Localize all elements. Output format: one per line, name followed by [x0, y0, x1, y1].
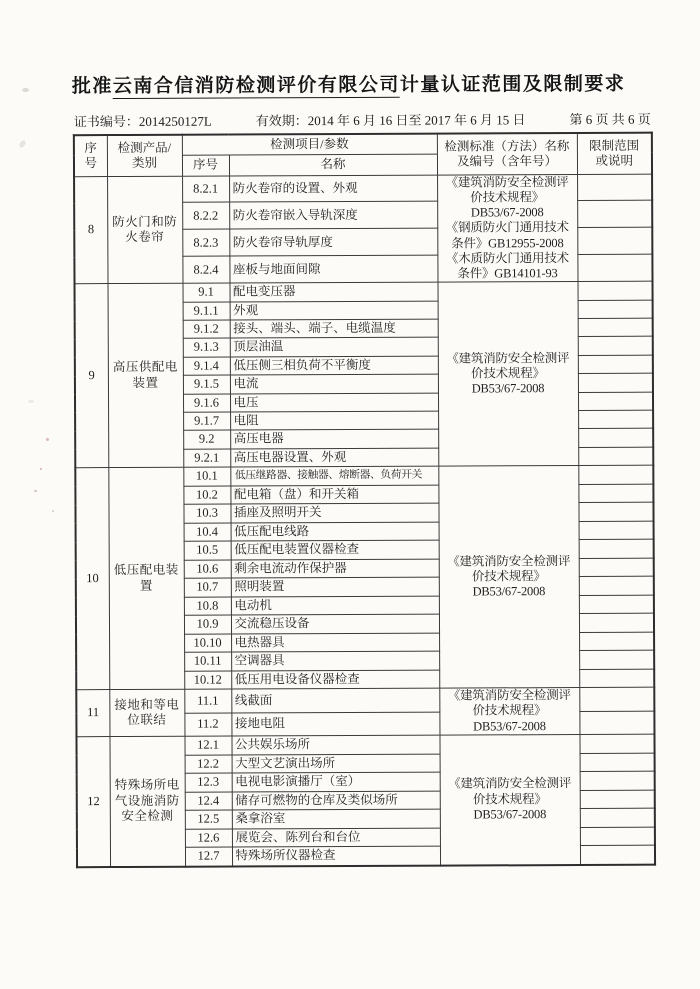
item-name: 照明装置 [231, 577, 439, 596]
limit-cell [578, 410, 653, 429]
item-name: 交流稳压设备 [231, 614, 439, 633]
section-seq: 12 [76, 736, 110, 866]
table-row [76, 734, 654, 755]
item-no: 10.7 [184, 578, 231, 597]
doc-title-suffix: 计量认证范围及限制要求 [399, 73, 626, 96]
table-row [74, 174, 652, 203]
section-standard: 《建筑消防安全检测评 价技术规程》 DB53/67-2008 [439, 688, 579, 735]
section-standard: 《建筑消防安全检测评 价技术规程》 DB53/67-2008 [438, 466, 579, 689]
item-no: 9.1.3 [183, 338, 230, 357]
limit-cell [578, 392, 653, 411]
item-no: 12.4 [185, 792, 232, 811]
limit-cell [579, 687, 654, 711]
limit-cell [579, 711, 654, 735]
certification-table [73, 132, 656, 868]
item-no: 12.5 [185, 810, 232, 829]
section-seq: 9 [75, 284, 109, 468]
item-name: 配电变压器 [230, 282, 438, 301]
item-name: 高压电器设置、外观 [230, 448, 438, 467]
section-category: 接地和等电 位联结 [109, 689, 184, 736]
item-no: 10.3 [183, 504, 230, 523]
limit-cell [578, 300, 653, 319]
limit-cell [578, 318, 653, 337]
section-seq: 8 [74, 176, 107, 284]
limit-cell [578, 373, 653, 392]
item-name: 剩余电流动作保护器 [231, 559, 439, 578]
item-no: 9.2.1 [183, 449, 230, 468]
item-no: 9.2 [183, 430, 230, 449]
limit-cell [580, 771, 655, 790]
table-header [74, 133, 652, 177]
item-no: 8.2.2 [182, 202, 229, 229]
item-no: 9.1.4 [183, 357, 230, 376]
item-name: 接地电阻 [231, 712, 439, 736]
limit-cell [577, 174, 652, 201]
limit-cell [579, 650, 654, 669]
section-category: 特殊场所电 气设施消防 安全检测 [109, 736, 185, 866]
item-name: 接头、端头、端子、电缆温度 [230, 319, 438, 338]
header-seq: 序 号 [74, 135, 107, 176]
item-no: 10.12 [184, 671, 231, 690]
item-name: 顶层油温 [230, 338, 438, 357]
item-name: 座板与地面间隙 [229, 255, 437, 283]
item-name: 特殊场所仪器检查 [232, 847, 440, 867]
item-name: 低压配电装置仪器检查 [231, 540, 439, 559]
header-item-seq: 序号 [182, 155, 229, 176]
item-name: 电压 [230, 393, 438, 412]
item-name: 低压继路器、接触器、熔断器、负荷开关 [230, 466, 438, 485]
item-no: 10.6 [184, 560, 231, 579]
item-no: 9.1.1 [183, 302, 230, 321]
item-name: 插座及照明开关 [230, 503, 438, 522]
item-name: 线截面 [231, 688, 439, 712]
limit-cell [580, 808, 655, 827]
item-no: 8.2.3 [182, 229, 229, 256]
item-no: 9.1.7 [183, 412, 230, 431]
doc-meta-line [74, 109, 651, 131]
item-name: 低压侧三相负荷不平衡度 [230, 356, 438, 375]
limit-cell [578, 355, 653, 374]
item-no: 9.1 [183, 283, 230, 302]
limit-cell [579, 539, 654, 558]
table-row [75, 465, 653, 486]
item-no: 9.1.2 [183, 320, 230, 339]
section-seq: 10 [75, 468, 109, 690]
section-seq: 11 [76, 690, 109, 737]
item-no: 9.1.5 [183, 375, 230, 394]
item-no: 12.3 [185, 773, 232, 792]
item-name: 高压电器 [230, 429, 438, 448]
limit-cell [578, 429, 653, 448]
header-category: 检测产品/ 类别 [107, 135, 182, 176]
table-row [76, 687, 654, 713]
item-name: 电流 [230, 374, 438, 393]
section-standard: 《建筑消防安全检测评 价技术规程》 DB53/67-2008 [439, 734, 580, 865]
item-no: 10.9 [184, 615, 231, 634]
limit-cell [579, 521, 654, 540]
item-name: 储存可燃物的仓库及类似场所 [232, 791, 440, 811]
item-name: 桑拿浴室 [232, 809, 440, 829]
limit-cell [580, 790, 655, 809]
limit-cell [579, 595, 654, 614]
item-name: 展览会、陈列台和台位 [232, 828, 440, 848]
limit-cell [578, 465, 653, 484]
table-row [75, 281, 653, 302]
section-category: 防火门和防 火卷帘 [107, 176, 182, 284]
item-no: 10.1 [183, 467, 230, 486]
item-name: 电动机 [231, 596, 439, 615]
item-no: 12.2 [185, 755, 232, 774]
page-number: 第 6 页 共 6 页 [569, 111, 651, 128]
item-no: 10.4 [184, 523, 231, 542]
item-no: 10.2 [183, 486, 230, 505]
item-name: 防火卷帘导轨厚度 [229, 228, 437, 256]
section-category: 高压供配电 装置 [108, 283, 184, 467]
header-standard: 检测标准（方法）名称 及编号（含年号） [437, 133, 577, 175]
item-no: 11.1 [184, 689, 231, 713]
header-limit: 限制范围 或说明 [577, 133, 652, 174]
item-name: 电视电影演播厅（室） [232, 772, 440, 792]
item-no: 10.10 [184, 634, 231, 653]
table-body [74, 174, 655, 867]
item-no: 12.6 [185, 829, 232, 848]
item-no: 9.1.6 [183, 394, 230, 413]
item-name: 防火卷帘的设置、外观 [229, 175, 437, 203]
limit-cell [578, 484, 653, 503]
item-name: 低压用电设备仪器检查 [231, 670, 439, 689]
item-no: 8.2.4 [182, 256, 229, 283]
item-no: 10.11 [184, 652, 231, 671]
item-name: 空调器具 [231, 651, 439, 670]
limit-cell [579, 558, 654, 577]
doc-title-prefix: 批准 [71, 76, 113, 98]
limit-cell [578, 337, 653, 356]
limit-cell [580, 827, 655, 846]
limit-cell [578, 447, 653, 466]
item-no: 10.8 [184, 597, 231, 616]
item-no: 10.5 [184, 541, 231, 560]
item-name: 防火卷帘嵌入导轨深度 [229, 202, 437, 230]
limit-cell [579, 613, 654, 632]
limit-cell [578, 502, 653, 521]
cert-number: 证书编号：2014250127L [73, 113, 212, 130]
header-items-group: 检测项目/参数 [182, 134, 437, 155]
limit-cell [580, 846, 655, 865]
doc-title [0, 68, 699, 98]
limit-cell [578, 281, 653, 300]
limit-cell [580, 753, 655, 772]
limit-cell [579, 576, 654, 595]
header-item-name: 名称 [229, 154, 437, 176]
item-no: 8.2.1 [182, 176, 229, 203]
limit-cell [579, 734, 654, 753]
item-name: 电热器具 [231, 633, 439, 652]
doc-title-company: 云南合信消防检测评价有限公司 [112, 74, 400, 98]
item-no: 12.1 [184, 736, 231, 755]
limit-cell [577, 228, 652, 255]
section-standard: 《建筑消防安全检测评 价技术规程》 DB53/67-2008 [438, 282, 579, 467]
limit-cell [579, 632, 654, 651]
limit-cell [577, 254, 652, 281]
section-standard: 《建筑消防安全检测评 价技术规程》 DB53/67-2008 《钢质防火门通用技术 条件》GB12955-2008 《木质防火门通用技术 条件》GB14101-93 [437, 174, 577, 282]
item-no: 11.2 [184, 713, 231, 737]
item-no: 12.7 [185, 847, 232, 866]
item-name: 大型文艺演出场所 [232, 754, 440, 774]
item-name: 电阻 [230, 411, 438, 430]
limit-cell [579, 669, 654, 688]
item-name: 配电箱（盘）和开关箱 [230, 485, 438, 504]
section-category: 低压配电装 置 [108, 467, 184, 689]
validity-period: 有效期：2014 年 6 月 16 日至 2017 年 6 月 15 日 [255, 112, 526, 129]
limit-cell [577, 201, 652, 228]
item-name: 外观 [230, 301, 438, 320]
item-name: 低压配电线路 [231, 522, 439, 541]
item-name: 公共娱乐场所 [231, 735, 439, 755]
